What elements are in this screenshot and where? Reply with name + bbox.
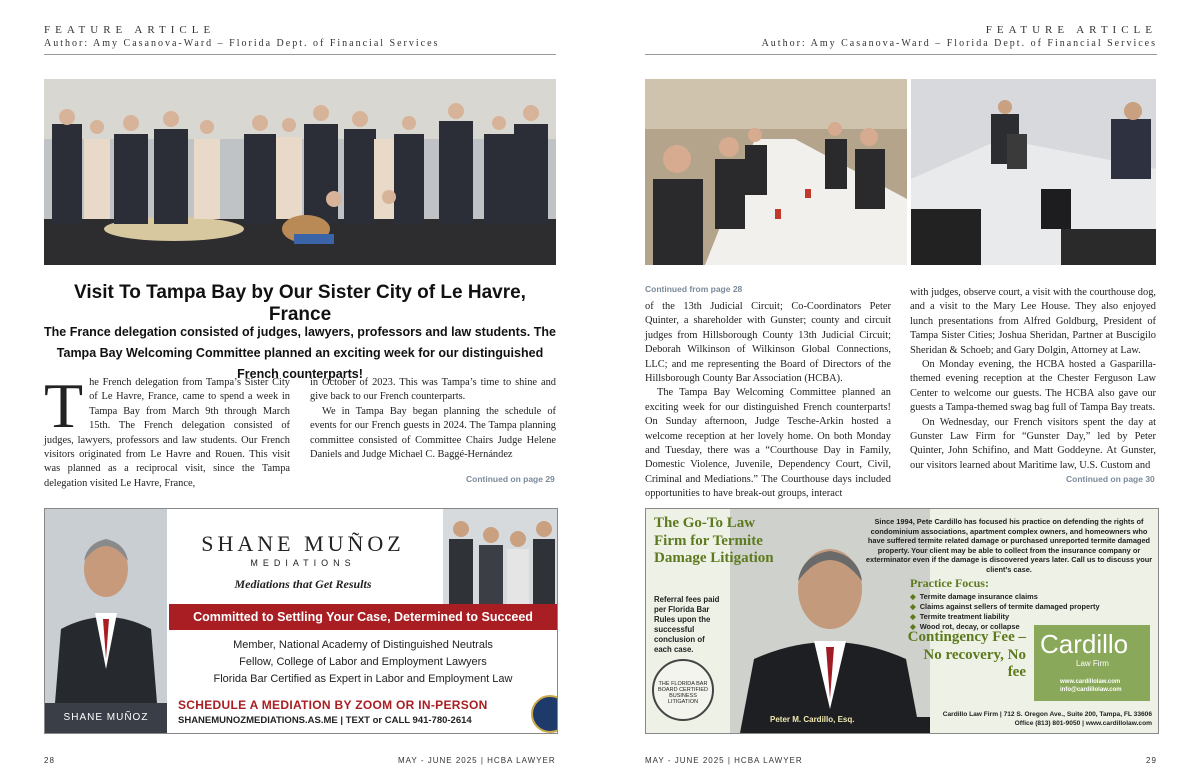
footer-issue: MAY - JUNE 2025 | HCBA LAWYER — [645, 756, 803, 765]
header-author: Author: Amy Casanova-Ward – Florida Dept. of Financial Services — [761, 38, 1157, 49]
diamond-bullet-icon: ◆ — [910, 602, 916, 611]
practice-focus-heading: Practice Focus: — [910, 576, 989, 590]
ad-brand: SHANE MUÑOZ — [201, 531, 405, 556]
footer-issue: MAY - JUNE 2025 | HCBA LAWYER — [398, 756, 556, 765]
footer-page-number: 28 — [44, 756, 55, 765]
handshake-photo — [443, 509, 557, 604]
article-paragraph: in October of 2023. This was Tampa’s time to shine and give back to our French counterparts. — [310, 377, 556, 403]
continued-from-note: Continued from page 28 — [645, 284, 743, 294]
ad-referral-fees: Referral fees paid per Florida Bar Rules upon the successful conclusion of each case. — [654, 595, 720, 654]
headline: Visit To Tampa Bay by Our Sister City of Le Havre, France — [74, 282, 526, 325]
right-page — [600, 0, 1200, 776]
practice-item: ◆ Claims against sellers of termite damaged property — [910, 602, 1100, 611]
article-paragraph: The Tampa Bay Welcoming Committee planned an exciting week for our distinguished French counterparts! On Sunday afternoon, Judge Tesche-Arkin hosted a welcome reception at her lovely home. On both Monday and Tuesday, there was a “Courthouse Day in Family, Domestic Violence, Juvenile, Dependency Court, Civil, Criminal and Mediations.” The Courthouse days included opportunities to have break-out groups, interact — [645, 387, 891, 500]
subhead: The France delegation consisted of judges, lawyers, professors and law students. The Tampa Bay Welcoming Committee planned an exciting week for our distinguished French counterparts! — [44, 325, 556, 381]
logo-sub: Law Firm — [1076, 659, 1109, 668]
article-paragraph: On Monday evening, the HCBA hosted a Gasparilla-themed evening reception at the Chester Ferguson Law Center to welcome our guests. The HCBA also gave our guests a Tampa-themed swag bag full of Tampa Bay treats. — [910, 359, 1156, 414]
seal-text: THE FLORIDA BAR BOARD CERTIFIED BUSINESS LITIGATION — [657, 681, 708, 705]
ad-schedule: SCHEDULE A MEDIATION BY ZOOM OR IN-PERSON — [178, 698, 488, 712]
continued-note: Continued on page 29 — [466, 474, 555, 484]
practice-item: ◆ Termite damage insurance claims — [910, 592, 1038, 601]
ad-title: The Go-To Law Firm for Termite Damage Litigation — [654, 515, 774, 566]
continued-note: Continued on page 30 — [1066, 474, 1155, 484]
header-author: Author: Amy Casanova-Ward – Florida Dept. of Financial Services — [44, 38, 440, 49]
logo-contact: www.cardillolaw.com info@cardillolaw.com — [1060, 679, 1122, 693]
dinner-photo — [645, 79, 907, 265]
logo-name: Cardillo — [1040, 629, 1129, 659]
ad-intro: Since 1994, Pete Cardillo has focused his practice on defending the rights of condominium associations, apartment complex owners, and homeowners who have suffered termite related damage or purchased unreported termite damaged property. Your client may be able to collect from the insurance company or exterminator even if the damage is discovered years later. Call us to discuss your client’s case. — [865, 517, 1153, 574]
article-paragraph: with judges, observe court, a visit with the courthouse dog, and a visit to the Mary Lee House. They also enjoyed lunch presentations from Alfred Goldburg, President of Tampa Sister Cities; Joshua Sheridan, Partner at Buscigilo Sheridan & Schoeb; and Gary Dolgin, Attorney at Law. — [910, 287, 1156, 356]
article-column-2 — [910, 286, 1156, 473]
cardillo-logo — [1034, 625, 1150, 701]
ad-credential: Member, National Academy of Distinguished Neutrals — [233, 639, 493, 651]
article-column-2 — [310, 376, 556, 462]
florida-bar-seal-icon — [652, 659, 714, 721]
article-column-1 — [645, 300, 891, 502]
ad-banner: Committed to Settling Your Case, Determined to Succeed — [169, 604, 557, 630]
diamond-bullet-icon: ◆ — [910, 592, 916, 601]
attorney-name: Peter M. Cardillo, Esq. — [770, 715, 855, 724]
ad-brand-sub: MEDIATIONS — [250, 558, 356, 568]
diamond-bullet-icon: ◆ — [910, 622, 916, 631]
presentation-photo — [911, 79, 1156, 265]
drop-cap: T — [44, 370, 84, 441]
portrait — [45, 509, 167, 733]
neutrals-seal-icon — [531, 695, 558, 733]
group-photo — [44, 79, 556, 265]
diamond-bullet-icon: ◆ — [910, 612, 916, 621]
cardillo-ad — [645, 508, 1159, 734]
header-title: FEATURE ARTICLE — [985, 24, 1157, 36]
ad-credential: Fellow, College of Labor and Employment Lawyers — [239, 656, 487, 668]
ad-contact: SHANEMUNOZMEDIATIONS.AS.ME | TEXT or CALL 941-780-2614 — [178, 715, 472, 726]
practice-item: ◆ Wood rot, decay, or collapse — [910, 622, 1020, 631]
portrait-name: SHANE MUÑOZ — [45, 703, 167, 733]
article-paragraph: he French delegation from Tampa’s Sister City of Le Havre, France, came to spend a week in Tampa Bay from March 9th through March 15th. The French delegation consisted of judges, lawyers, professors and law students. Our French visitors originated from Le Havre and Rouen. This visit was planned as a reciprocal visit, since the Tampa delegation visited Le Havre, France, — [44, 377, 290, 489]
article-paragraph: of the 13th Judicial Circuit; Co-Coordinators Peter Quinter, a shareholder with Gunster; county and circuit judges from Hillsborough County 13th Judicial Circuit; Deborah Wilkinson of Wilkinson Global Connections, LLC; and me representing the Board of Directors of the Hillsborough County Bar Association (HCBA). — [645, 301, 891, 385]
practice-item: ◆ Termite treatment liability — [910, 612, 1010, 621]
ad-credential: Florida Bar Certified as Expert in Labor and Employment Law — [213, 673, 513, 685]
footer-page-number: 29 — [1146, 756, 1157, 765]
contingency-fee: Contingency Fee – No recovery, No fee — [907, 629, 1026, 680]
article-paragraph: We in Tampa Bay began planning the schedule of events for our French guests in 2024. The Tampa planning committee consisted of Committee Chairs Judge Helene Daniels and Judge Michael C. Baggé-Hernández — [310, 405, 556, 461]
article-column-1 — [44, 370, 290, 491]
header-title: FEATURE ARTICLE — [44, 24, 216, 36]
article-paragraph: On Wednesday, our French visitors spent the day at Gunster Law Firm for “Gunster Day,” led by Peter Quinter, John Schifino, and Matt Goddeyne. At Gunster, our visitors learned about Maritime law, U.S. Custom and — [910, 416, 1156, 471]
ad-address: Cardillo Law Firm | 712 S. Oregon Ave., Suite 200, Tampa, FL 33606 Office (813) 801-9050 | www.cardillolaw.com — [942, 711, 1152, 727]
shane-munoz-ad — [44, 508, 558, 734]
ad-tagline: Mediations that Get Results — [234, 577, 372, 591]
header-rule — [645, 54, 1157, 55]
header-rule — [44, 54, 556, 55]
